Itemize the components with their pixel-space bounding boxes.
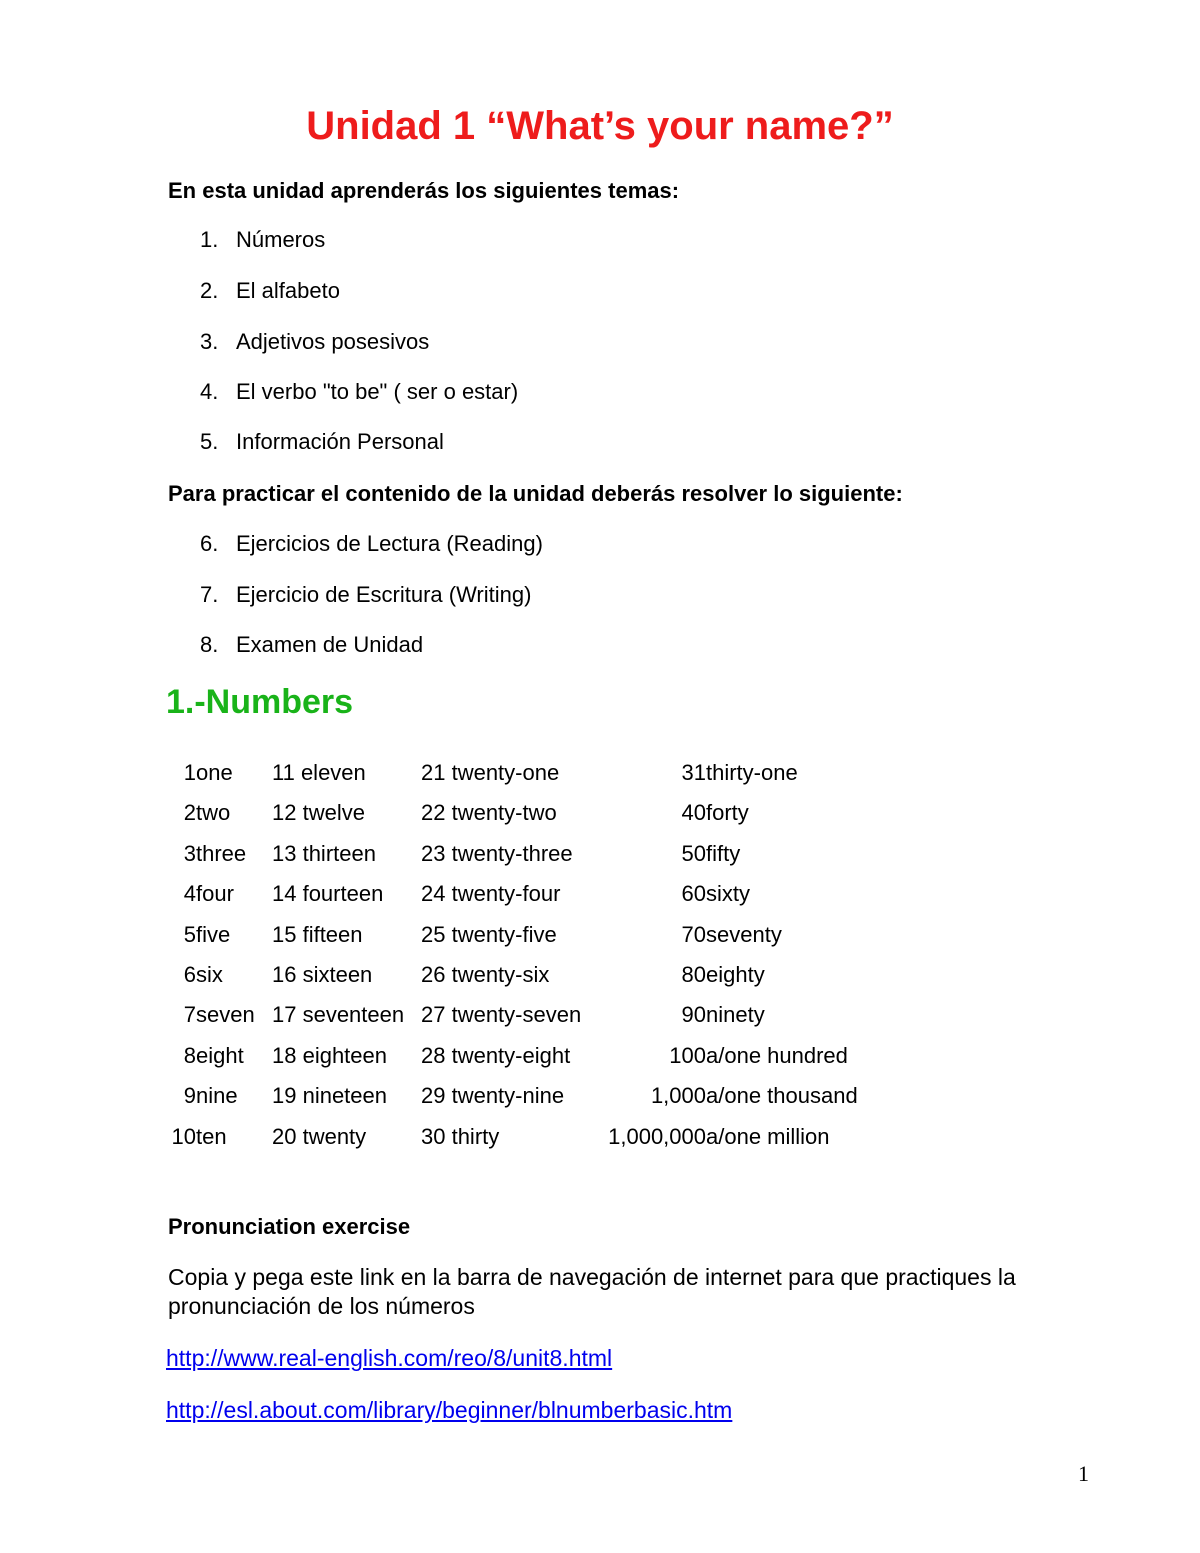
number-cell: 15 fifteen [272,922,363,947]
list-number: 3. [200,329,219,354]
list-item [200,378,518,406]
list-item [200,328,429,356]
list-number: 4. [200,379,219,404]
list-label: Ejercicios de Lectura (Reading) [236,531,543,556]
list-item [200,226,325,254]
number-cell: 19 nineteen [272,1083,387,1108]
number-cell: 25 twenty-five [421,922,557,947]
pronunciation-heading: Pronunciation exercise [168,1214,411,1239]
number-cell: 20 twenty [272,1124,367,1149]
list-item [200,581,531,609]
list-item [200,530,543,558]
list-label: Ejercicio de Escritura (Writing) [236,582,532,607]
list-number: 1. [200,227,219,252]
number-cell: 11 eleven [272,760,366,785]
list-label: Información Personal [236,429,444,454]
number-cell: 30 thirty [421,1124,500,1149]
number-cell: 26 twenty-six [421,962,550,987]
list-item [200,277,340,305]
page-title: Unidad 1 “What’s your name?” [306,104,894,148]
list-number: 5. [200,429,219,454]
number-cell: 17 seventeen [272,1002,405,1027]
number-cell: 28 twenty-eight [421,1043,571,1068]
list-number: 2. [200,278,219,303]
document-page: Unidad 1 “What’s your name?” En esta unidad aprenderás los siguientes temas: 1. Números 2. El alfabeto 3. Adjetivos posesivos 4. El verbo "to be" ( ser o estar) 5. Información Personal Para practicar el contenido de la unidad deberás resolver lo siguiente: 6. Ejercicios de Lectura (Reading) 7. Ejercicio de Escritura (Writing) 8. Examen de Unidad 1.-Numbers 1 one 2 two 3 three 4 four 5 five 6 six 7 seven 8 eight 9 nine 10 ten 11 eleven 12 twelve 13 thirteen 14 fourteen 15 fifteen 16 sixteen 17 seventeen 18 eighteen 19 nineteen 20 twenty 21 twenty-one 22 twenty-two 23 twenty-three 24 twenty-four 25 twenty-five 26 twenty-six 27 twenty-seven 28 twenty-eight 29 twenty-nine 30 thirty 31 thirty-one 40 forty 50 fifty 60 sixty 70 seventy 80 eighty 90 ninety 100 a/one hundred 1,000 a/one thousand 1,000,000 a/one million Pronunciation exercise Copia y pega este link en la barra de navegación de internet para que practiques la pronunciación de los números http://www.real-english.com/reo/8/unit8.html http://esl.about.com/library/beginner/blnumberbasic.htm 1 [0,0,1200,1553]
numbers-section-title: 1.-Numbers [166,683,354,721]
list-number: 6. [200,531,219,556]
intro-heading: En esta unidad aprenderás los siguientes temas: [168,178,680,203]
pronunciation-link-2[interactable]: http://esl.about.com/library/beginner/blnumberbasic.htm [166,1397,733,1423]
number-cell: 27 twenty-seven [421,1002,582,1027]
pronunciation-link-1[interactable]: http://www.real-english.com/reo/8/unit8.html [166,1345,613,1371]
page-number: 1 [1078,1461,1089,1486]
list-label: Adjetivos posesivos [236,329,430,354]
number-cell: 24 twenty-four [421,881,561,906]
pronunciation-instructions: Copia y pega este link en la barra de navegación de internet para que practiques la pronunciación de los números [168,1264,1016,1319]
number-cell: 21 twenty-one [421,760,560,785]
number-cell: 13 thirteen [272,841,376,866]
list-item [200,631,423,659]
list-number: 8. [200,632,219,657]
list-label: El alfabeto [236,278,340,303]
list-number: 7. [200,582,219,607]
number-cell: 22 twenty-two [421,800,557,825]
number-cell: 29 twenty-nine [421,1083,565,1108]
number-cell: 16 sixteen [272,962,373,987]
number-cell: 12 twelve [272,800,365,825]
list-label: Examen de Unidad [236,632,424,657]
number-cell: 23 twenty-three [421,841,573,866]
list-label: El verbo "to be" ( ser o estar) [236,379,519,404]
practice-heading: Para practicar el contenido de la unidad deberás resolver lo siguiente: [168,481,903,506]
number-cell: 14 fourteen [272,881,384,906]
number-cell: 18 eighteen [272,1043,387,1068]
list-label: Números [236,227,326,252]
list-item [200,428,444,456]
